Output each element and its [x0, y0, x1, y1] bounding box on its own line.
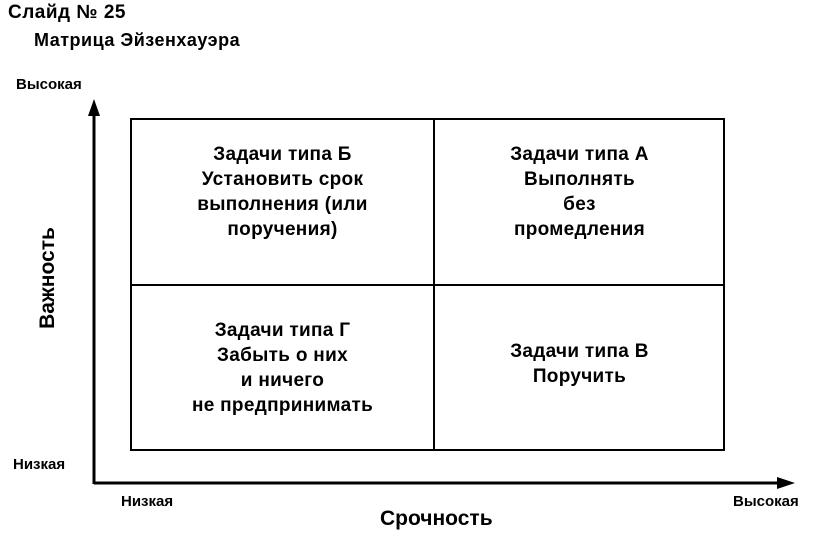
x-axis-high-label: Высокая	[733, 493, 799, 510]
quadrant-type-v	[435, 286, 724, 450]
quadrant-type-a-text: Задачи типа А Выполнять без промедления	[510, 144, 649, 240]
slide-title: Слайд № 25	[8, 2, 126, 23]
quadrant-type-b-text: Задачи типа Б Установить срок выполнения (или поручения)	[197, 144, 368, 240]
y-axis-high-label: Высокая	[16, 76, 82, 93]
quadrant-type-v-text: Задачи типа В Поручить	[510, 341, 649, 387]
quadrant-type-b	[131, 119, 434, 285]
y-axis-title: Важность	[36, 227, 59, 329]
y-axis-low-label: Низкая	[13, 456, 66, 473]
x-axis-low-label: Низкая	[121, 493, 174, 510]
quadrant-type-g-text: Задачи типа Г Забыть о них и ничего не предпринимать	[191, 320, 374, 416]
slide-subtitle: Матрица Эйзенхауэра	[34, 30, 241, 50]
quadrant-type-a	[435, 119, 724, 285]
y-axis-arrow-icon	[88, 99, 100, 116]
quadrant-type-g	[131, 286, 434, 450]
x-axis-title: Срочность	[380, 507, 493, 530]
x-axis-arrow-icon	[777, 477, 795, 489]
